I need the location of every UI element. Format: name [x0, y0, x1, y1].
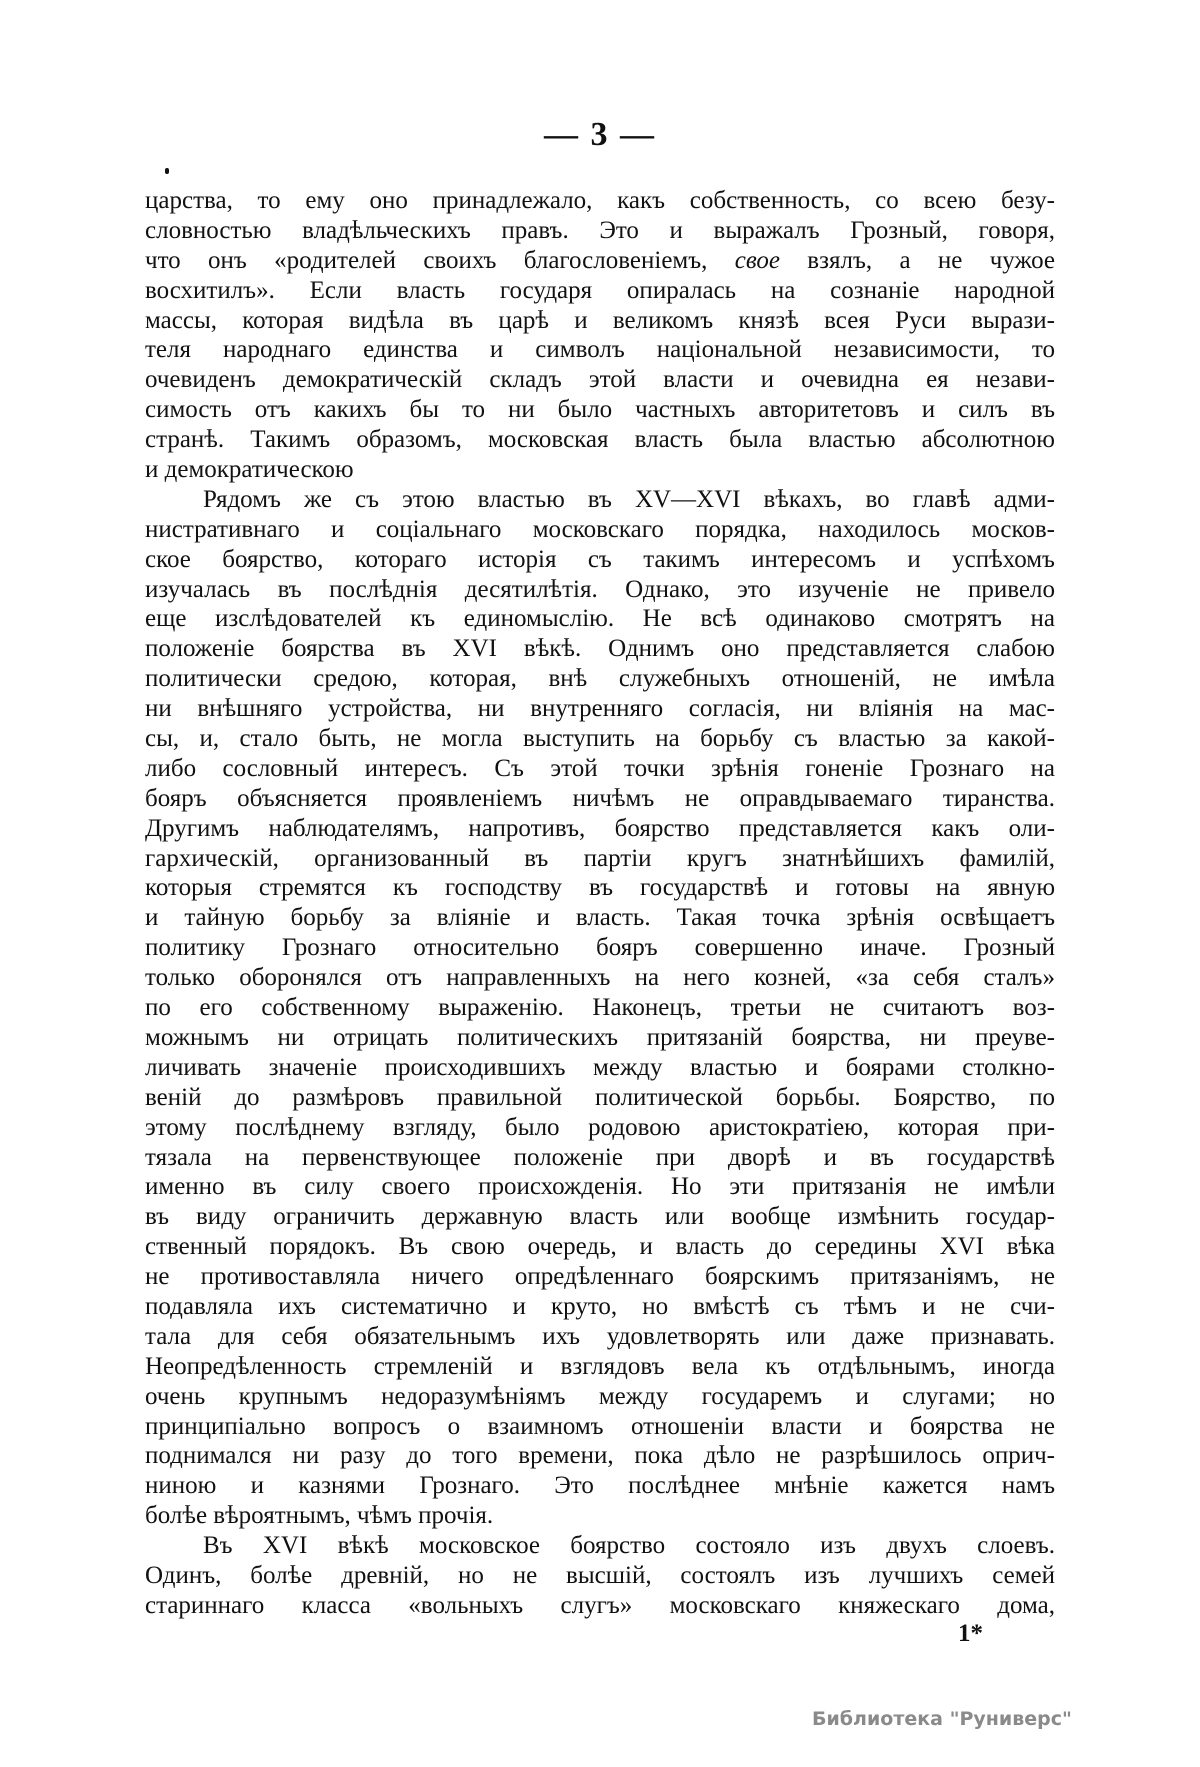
text-line: только оборонялся отъ направленныхъ на него козней, «за себя сталъ»	[145, 964, 1055, 992]
text-line: личивать значеніе происходившихъ между властью и боярами столкно-	[145, 1053, 1055, 1081]
text-line: въ виду ограничить державную власть или вообще измѣнить государ-	[145, 1203, 1055, 1231]
text-line: именно въ силу своего происхожденія. Но эти притязанія не имѣли	[145, 1173, 1055, 1201]
italic-text: свое	[734, 246, 780, 274]
text-line: симость отъ какихъ бы то ни было частныхъ авторитетовъ и силъ въ	[145, 396, 1055, 424]
text-line: политически средою, которая, внѣ служебныхъ отношеній, не имѣла	[145, 665, 1055, 693]
text-line: положеніе боярства въ XVI вѣкѣ. Однимъ оно представляется слабою	[145, 635, 1055, 663]
text-line: нистративнаго и соціальнаго московскаго порядка, находилось москов-	[145, 515, 1055, 543]
text-line: тала для себя обязательнымъ ихъ удовлетворять или даже признавать.	[145, 1322, 1055, 1350]
text-line: Неопредѣленность стремленій и взглядовъ вела къ отдѣльнымъ, иногда	[145, 1352, 1055, 1380]
text-line: тязала на первенствующее положеніе при дворѣ и въ государствѣ	[145, 1143, 1055, 1171]
text-span: взялъ, а не чужое	[779, 246, 1055, 274]
text-line: ниною и казнями Грознаго. Это послѣднее мнѣніе кажется намъ	[145, 1472, 1055, 1500]
text-line: Въ XVI вѣкѣ московское боярство состояло изъ двухъ слоевъ.	[203, 1532, 1055, 1560]
text-line: очевиденъ демократическій складъ этой власти и очевидна ея незави-	[145, 366, 1055, 394]
text-line: царства, то ему оно принадлежало, какъ собственность, со всею безу-	[145, 187, 1055, 214]
text-line: бояръ объясняется проявленіемъ ничѣмъ не оправдываемаго тиранства.	[145, 784, 1055, 812]
text-line: очень крупнымъ недоразумѣніямъ между государемъ и слугами; но	[145, 1382, 1055, 1410]
text-line: по его собственному выраженію. Наконецъ, третьи не считаютъ воз-	[145, 994, 1055, 1022]
signature-mark: 1*	[958, 1620, 983, 1647]
text-line: словностью владѣльческихъ правъ. Это и выражалъ Грозный, говоря,	[145, 216, 1055, 244]
page-number: — 3 —	[544, 116, 656, 153]
text-line: ни внѣшняго устройства, ни внутренняго согласія, ни вліянія на мас-	[145, 695, 1055, 723]
text-line: ственный порядокъ. Въ свою очередь, и власть до середины XVI вѣка	[145, 1233, 1055, 1261]
print-speck	[165, 168, 169, 174]
text-line: политику Грознаго относительно бояръ совершенно иначе. Грозный	[145, 934, 1055, 962]
text-line: Рядомъ же съ этою властью въ XV—XVI вѣкахъ, во главѣ адми-	[203, 485, 1055, 513]
text-line: не противоставляла ничего опредѣленнаго боярскимъ притязаніямъ, не	[145, 1263, 1055, 1291]
text-line: поднимался ни разу до того времени, пока дѣло не разрѣшилось оприч-	[145, 1442, 1055, 1470]
text-line: гархическій, организованный въ партіи кругъ знатнѣйшихъ фамилій,	[145, 844, 1055, 872]
text-line: теля народнаго единства и символъ національной независимости, то	[145, 336, 1055, 364]
text-line: еще изслѣдователей къ единомыслію. Не всѣ одинаково смотрятъ на	[145, 605, 1055, 633]
text-line: массы, которая видѣла въ царѣ и великомъ князѣ всея Руси вырази-	[145, 306, 1055, 334]
text-line: принципіально вопросъ о взаимномъ отношеніи власти и боярства не	[145, 1412, 1055, 1440]
text-line: Другимъ наблюдателямъ, напротивъ, боярство представляется какъ оли-	[145, 814, 1055, 842]
text-line: странѣ. Такимъ образомъ, московская власть была властью абсолютною	[145, 426, 1055, 454]
text-line: этому послѣднему взгляду, было родовою аристократіею, которая при-	[145, 1113, 1055, 1141]
paragraph	[145, 186, 1055, 485]
text-line: стариннаго класса «вольныхъ слугъ» московскаго княжескаго дома,	[145, 1591, 1055, 1619]
text-line: которыя стремятся къ господству въ государствѣ и готовы на явную	[145, 874, 1055, 902]
text-line: подавляла ихъ систематично и круто, но вмѣстѣ съ тѣмъ и не счи-	[145, 1292, 1055, 1320]
text-span: что онъ «родителей своихъ благословеніемъ,	[145, 246, 735, 274]
text-line: восхитилъ». Если власть государя опиралась на сознаніе народной	[145, 276, 1055, 304]
text-line: Одинъ, болѣе древній, но не высшій, состоялъ изъ лучшихъ семей	[145, 1561, 1055, 1589]
text-line: либо сословный интересъ. Съ этой точки зрѣнія гоненіе Грознаго на	[145, 754, 1055, 782]
text-line: ское боярство, котораго исторія съ такимъ интересомъ и успѣхомъ	[145, 545, 1055, 573]
text-line	[145, 246, 1055, 276]
paragraph	[145, 485, 1055, 1531]
library-watermark: Библиотека "Руниверс"	[812, 1708, 1072, 1730]
paragraph	[145, 1531, 1055, 1621]
text-line: веній до размѣровъ правильной политической борьбы. Боярство, по	[145, 1083, 1055, 1111]
text-line: можнымъ ни отрицать политическихъ притязаній боярства, ни преуве-	[145, 1023, 1055, 1051]
text-line: болѣе вѣроятнымъ, чѣмъ прочія.	[145, 1502, 494, 1530]
text-line: и тайную борьбу за вліяніе и власть. Такая точка зрѣнія освѣщаетъ	[145, 904, 1055, 932]
body-text	[145, 186, 1055, 1621]
text-line: сы, и, стало быть, не могла выступить на борьбу съ властью за какой-	[145, 725, 1055, 753]
text-line: изучалась въ послѣднія десятилѣтія. Однако, это изученіе не привело	[145, 575, 1055, 603]
text-line: и демократическою	[145, 456, 354, 484]
